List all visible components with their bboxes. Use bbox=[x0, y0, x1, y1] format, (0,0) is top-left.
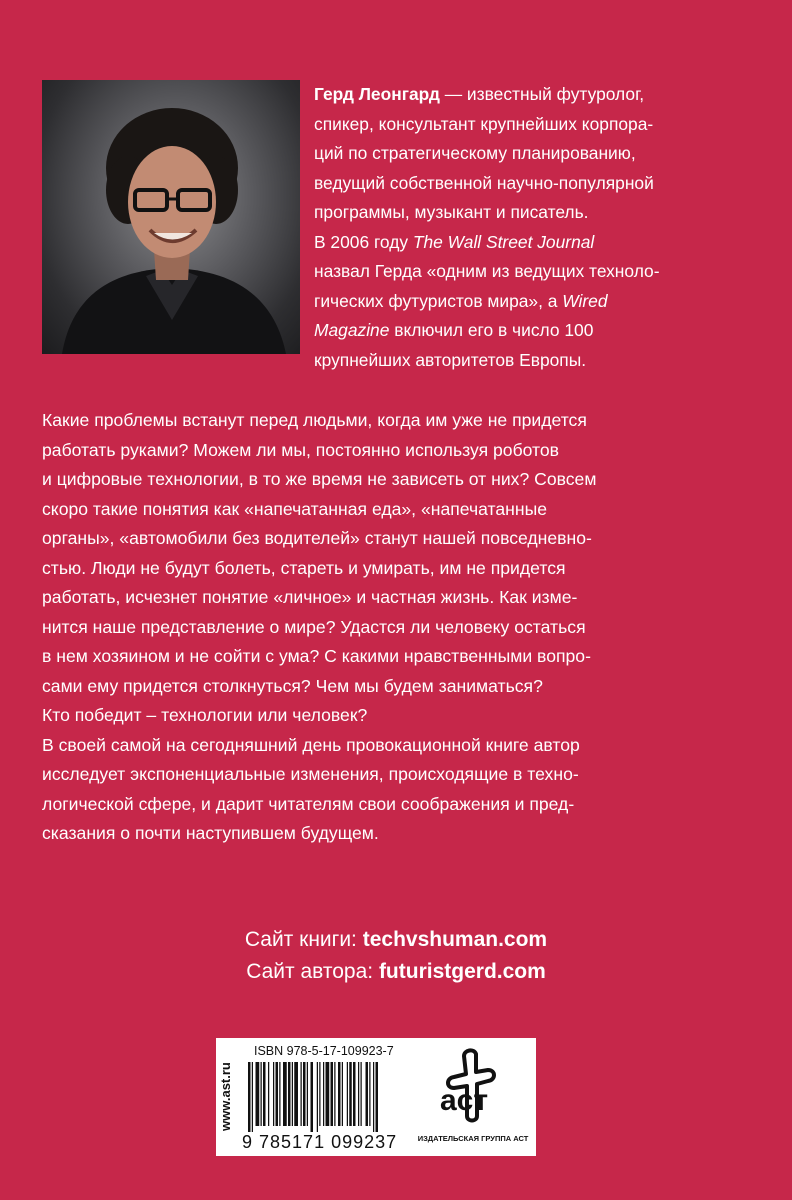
description-line: сказания о почти наступившем будущем. bbox=[42, 823, 379, 843]
barcode-bar bbox=[307, 1062, 308, 1126]
bio-quote-magazine: Magazine bbox=[314, 320, 390, 340]
barcode-bar bbox=[319, 1062, 320, 1126]
barcode-bar bbox=[256, 1062, 260, 1126]
author-portrait-icon bbox=[42, 80, 300, 354]
description-line: В своей самой на сегодняшний день провокационной книге автор bbox=[42, 734, 580, 755]
author-name: Герд Леонгард bbox=[314, 84, 440, 104]
barcode-bar bbox=[369, 1062, 370, 1126]
description-line: и цифровые технологии, в то же время не зависеть от них? Совсем bbox=[42, 469, 597, 489]
author-site-label: Сайт автора: bbox=[246, 960, 379, 983]
barcode-bar bbox=[301, 1062, 302, 1126]
barcode-bars bbox=[248, 1062, 416, 1132]
barcode-bar bbox=[273, 1062, 274, 1126]
description-line: Кто победит – технологии или человек? bbox=[42, 705, 368, 725]
bio-quote-line: включил его в число 100 bbox=[389, 320, 594, 340]
bio-quote-line: гических футуристов мира», а bbox=[314, 290, 563, 311]
isbn-label: ISBN 978-5-17-109923-7 bbox=[254, 1044, 394, 1058]
barcode-bar bbox=[358, 1062, 359, 1126]
barcode-panel bbox=[216, 1038, 536, 1156]
description-line: органы», «автомобили без водителей» станут нашей повседневно- bbox=[42, 528, 592, 548]
logo-text: аст bbox=[440, 1084, 489, 1117]
author-photo bbox=[42, 80, 300, 354]
book-site-line bbox=[0, 924, 792, 956]
bio-line: спикер, консультант крупнейших корпора- bbox=[314, 113, 654, 134]
barcode-bar bbox=[317, 1062, 318, 1132]
barcode-bar bbox=[353, 1062, 356, 1126]
barcode-bar bbox=[323, 1062, 324, 1126]
barcode-bar bbox=[311, 1062, 314, 1132]
barcode-bar bbox=[334, 1062, 335, 1126]
website-links bbox=[0, 924, 792, 988]
barcode-bar bbox=[268, 1062, 269, 1126]
barcode-bar bbox=[292, 1062, 293, 1126]
description-line: стью. Люди не будут болеть, стареть и умирать, им не придется bbox=[42, 557, 566, 578]
barcode-bar bbox=[326, 1062, 330, 1126]
barcode-bar bbox=[248, 1062, 251, 1132]
book-description bbox=[42, 406, 762, 849]
bio-quote-wired: Wired bbox=[562, 290, 608, 311]
book-site-link[interactable]: techvshuman.com bbox=[362, 928, 548, 951]
bio-quote-prefix: В 2006 году bbox=[314, 231, 413, 252]
bio-quote-line: назвал Герда «одним из ведущих техноло- bbox=[314, 261, 660, 281]
bio-intro: — известный футуролог, bbox=[439, 84, 645, 104]
barcode-bar bbox=[276, 1062, 279, 1126]
description-line: Какие проблемы встанут перед людьми, когда им уже не придется bbox=[42, 410, 587, 430]
barcode-bar bbox=[279, 1062, 280, 1126]
description-line: исследует экспоненциальные изменения, происходящие в техно- bbox=[42, 764, 579, 784]
description-line: работать, исчезнет понятие «личное» и частная жизнь. Как изме- bbox=[42, 587, 578, 607]
ast-logo-icon bbox=[430, 1046, 520, 1132]
description-line: нится наше представление о мире? Удастся ли человеку остаться bbox=[42, 616, 586, 637]
barcode-bar bbox=[288, 1062, 291, 1126]
author-site-link[interactable]: futuristgerd.com bbox=[378, 960, 546, 983]
barcode-bar bbox=[347, 1062, 348, 1126]
barcode-bar bbox=[349, 1062, 352, 1126]
barcode-bar bbox=[331, 1062, 334, 1126]
publisher-name: ИЗДАТЕЛЬСКАЯ ГРУППА АСТ bbox=[417, 1134, 529, 1143]
bio-line: программы, музыкант и писатель. bbox=[314, 202, 589, 222]
barcode-bar bbox=[263, 1062, 266, 1126]
description-line: сами ему придется столкнуться? Чем мы будем заниматься? bbox=[42, 675, 543, 696]
bio-quote-wsj: The Wall Street Journal bbox=[412, 231, 595, 252]
barcode-bar bbox=[338, 1062, 341, 1126]
barcode-bar bbox=[361, 1062, 362, 1126]
barcode-bar bbox=[261, 1062, 262, 1126]
description-line: в нем хозяином и не сойти с ума? С какими нравственными вопро- bbox=[42, 646, 591, 666]
description-line: логической сфере, и дарит читателям свои соображения и пред- bbox=[42, 793, 575, 814]
barcode-bar bbox=[373, 1062, 374, 1132]
book-site-label: Сайт книги: bbox=[244, 928, 363, 951]
description-line: скоро такие понятия как «напечатанная еда», «напечатанные bbox=[42, 498, 548, 519]
bio-quote-line: крупнейших авторитетов Европы. bbox=[314, 349, 587, 370]
barcode-bar bbox=[294, 1062, 298, 1126]
barcode-bar bbox=[252, 1062, 253, 1132]
barcode-bar bbox=[366, 1062, 369, 1126]
publisher-site: www.ast.ru bbox=[218, 1062, 233, 1132]
description-line: работать руками? Можем ли мы, постоянно используя роботов bbox=[42, 439, 560, 460]
barcode-bar bbox=[342, 1062, 343, 1126]
barcode-bar bbox=[283, 1062, 287, 1126]
barcode-bar bbox=[303, 1062, 306, 1126]
barcode-number: 9 785171 099237 bbox=[242, 1132, 398, 1152]
barcode-bar bbox=[376, 1062, 379, 1132]
bio-line: ций по стратегическому планированию, bbox=[314, 143, 636, 163]
author-site-line bbox=[0, 956, 792, 988]
bio-line: ведущий собственной научно-популярной bbox=[314, 172, 654, 193]
author-bio bbox=[314, 80, 734, 375]
